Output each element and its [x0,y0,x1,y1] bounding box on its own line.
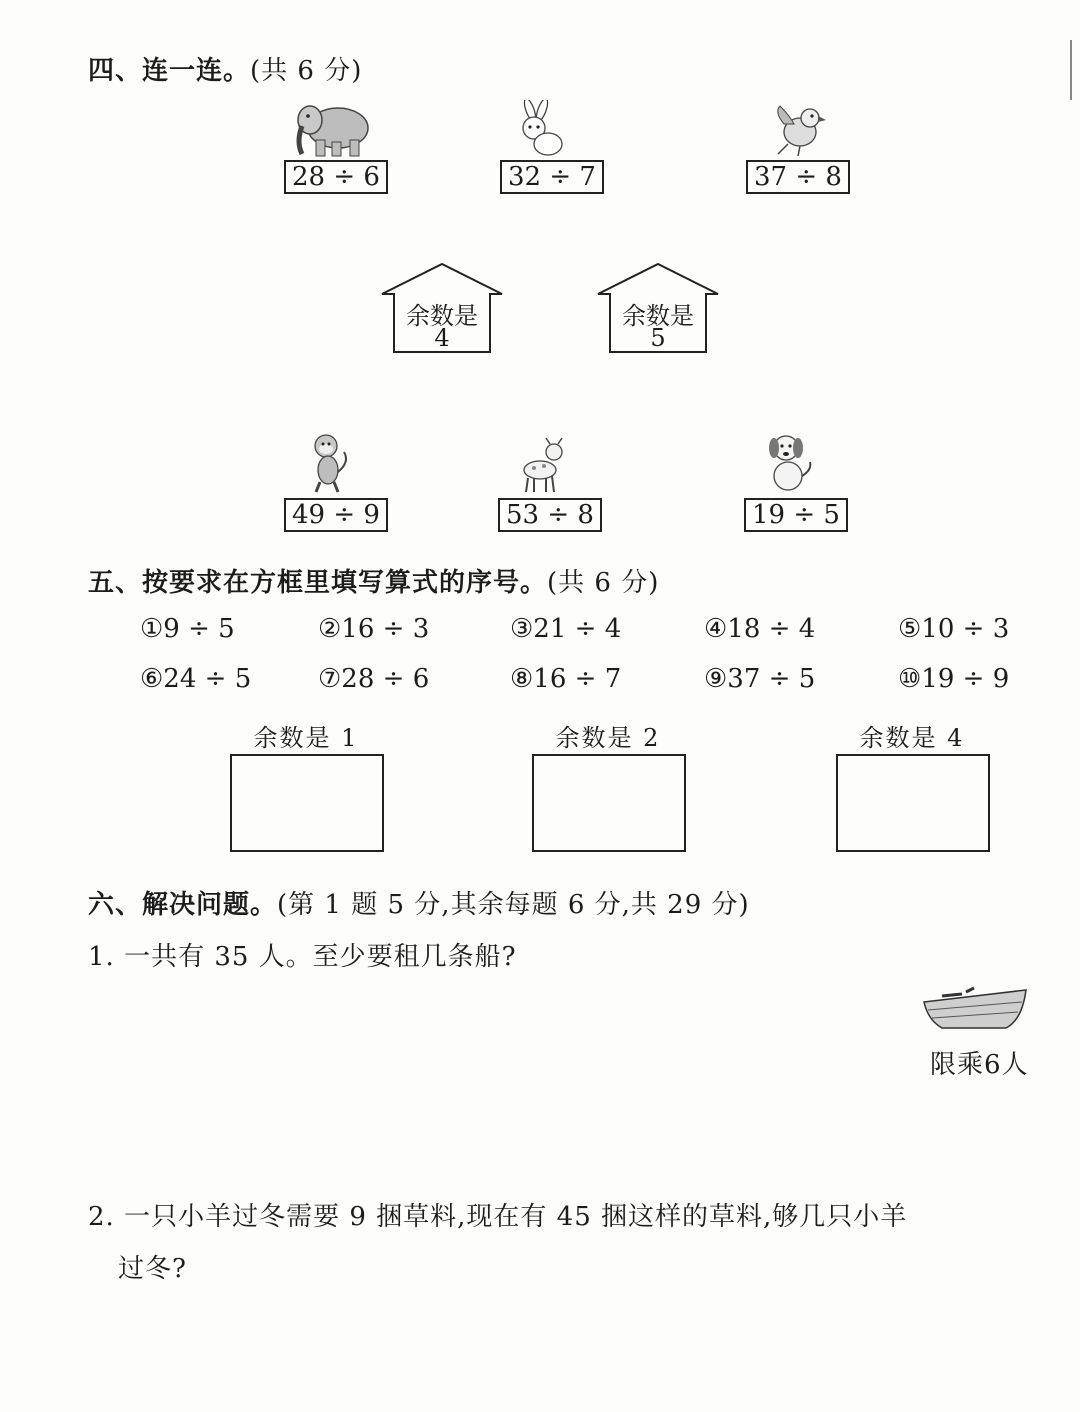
remainder-4-label: 余数是 4 [859,724,965,752]
house-remainder-5 [596,262,720,354]
section-5-note: (共 6 分) [547,568,660,598]
option-4: ④18 ÷ 4 [704,614,816,644]
rabbit-picture [512,100,568,162]
answer-box-remainder-1[interactable] [230,754,384,852]
expr-box-dog: 19 ÷ 5 [744,498,848,532]
option-5: ⑤10 ÷ 3 [898,614,1010,644]
boat-caption: 限乘6人 [930,1050,1029,1080]
section-4-heading [88,50,362,87]
section-6-note: (第 1 题 5 分,其余每题 6 分,共 29 分) [277,890,750,920]
section-6-heading [88,884,750,921]
section-5-heading [88,562,659,599]
problem-2-line-1: 2. 一只小羊过冬需要 9 捆草料,现在有 45 捆这样的草料,够几只小羊 [88,1202,908,1232]
house-label: 余数是 [622,302,694,330]
monkey-picture [304,432,354,498]
elephant-picture [294,98,374,164]
boat-picture [922,984,1028,1038]
option-2: ②16 ÷ 3 [318,614,430,644]
section-5-title: 五、按要求在方框里填写算式的序号。 [88,568,548,598]
answer-box-remainder-2[interactable] [532,754,686,852]
expr-box-deer: 53 ÷ 8 [498,498,602,532]
section-4-title: 四、连一连。 [88,56,251,86]
house-value: 5 [650,324,666,352]
expr-box-rabbit: 32 ÷ 7 [500,160,604,194]
problem-1: 1. 一共有 35 人。至少要租几条船? [88,942,517,972]
option-10: ⑩19 ÷ 9 [898,664,1010,694]
remainder-1-label: 余数是 1 [253,724,359,752]
remainder-2-label: 余数是 2 [555,724,661,752]
section-4-note: (共 6 分) [250,56,363,86]
option-6: ⑥24 ÷ 5 [140,664,252,694]
option-3: ③21 ÷ 4 [510,614,622,644]
bird-picture [770,102,828,162]
house-label: 余数是 [406,302,478,330]
section-6-title: 六、解决问题。 [88,890,278,920]
expr-box-bird: 37 ÷ 8 [746,160,850,194]
answer-box-remainder-4[interactable] [836,754,990,852]
expr-box-monkey: 49 ÷ 9 [284,498,388,532]
dog-picture [762,432,814,498]
house-remainder-4 [380,262,504,354]
house-value: 4 [434,324,450,352]
page-edge-mark [1070,40,1072,100]
option-1: ①9 ÷ 5 [140,614,235,644]
option-8: ⑧16 ÷ 7 [510,664,622,694]
option-7: ⑦28 ÷ 6 [318,664,430,694]
option-9: ⑨37 ÷ 5 [704,664,816,694]
expr-box-elephant: 28 ÷ 6 [284,160,388,194]
deer-picture [516,436,566,498]
problem-2-line-2: 过冬? [118,1254,187,1284]
